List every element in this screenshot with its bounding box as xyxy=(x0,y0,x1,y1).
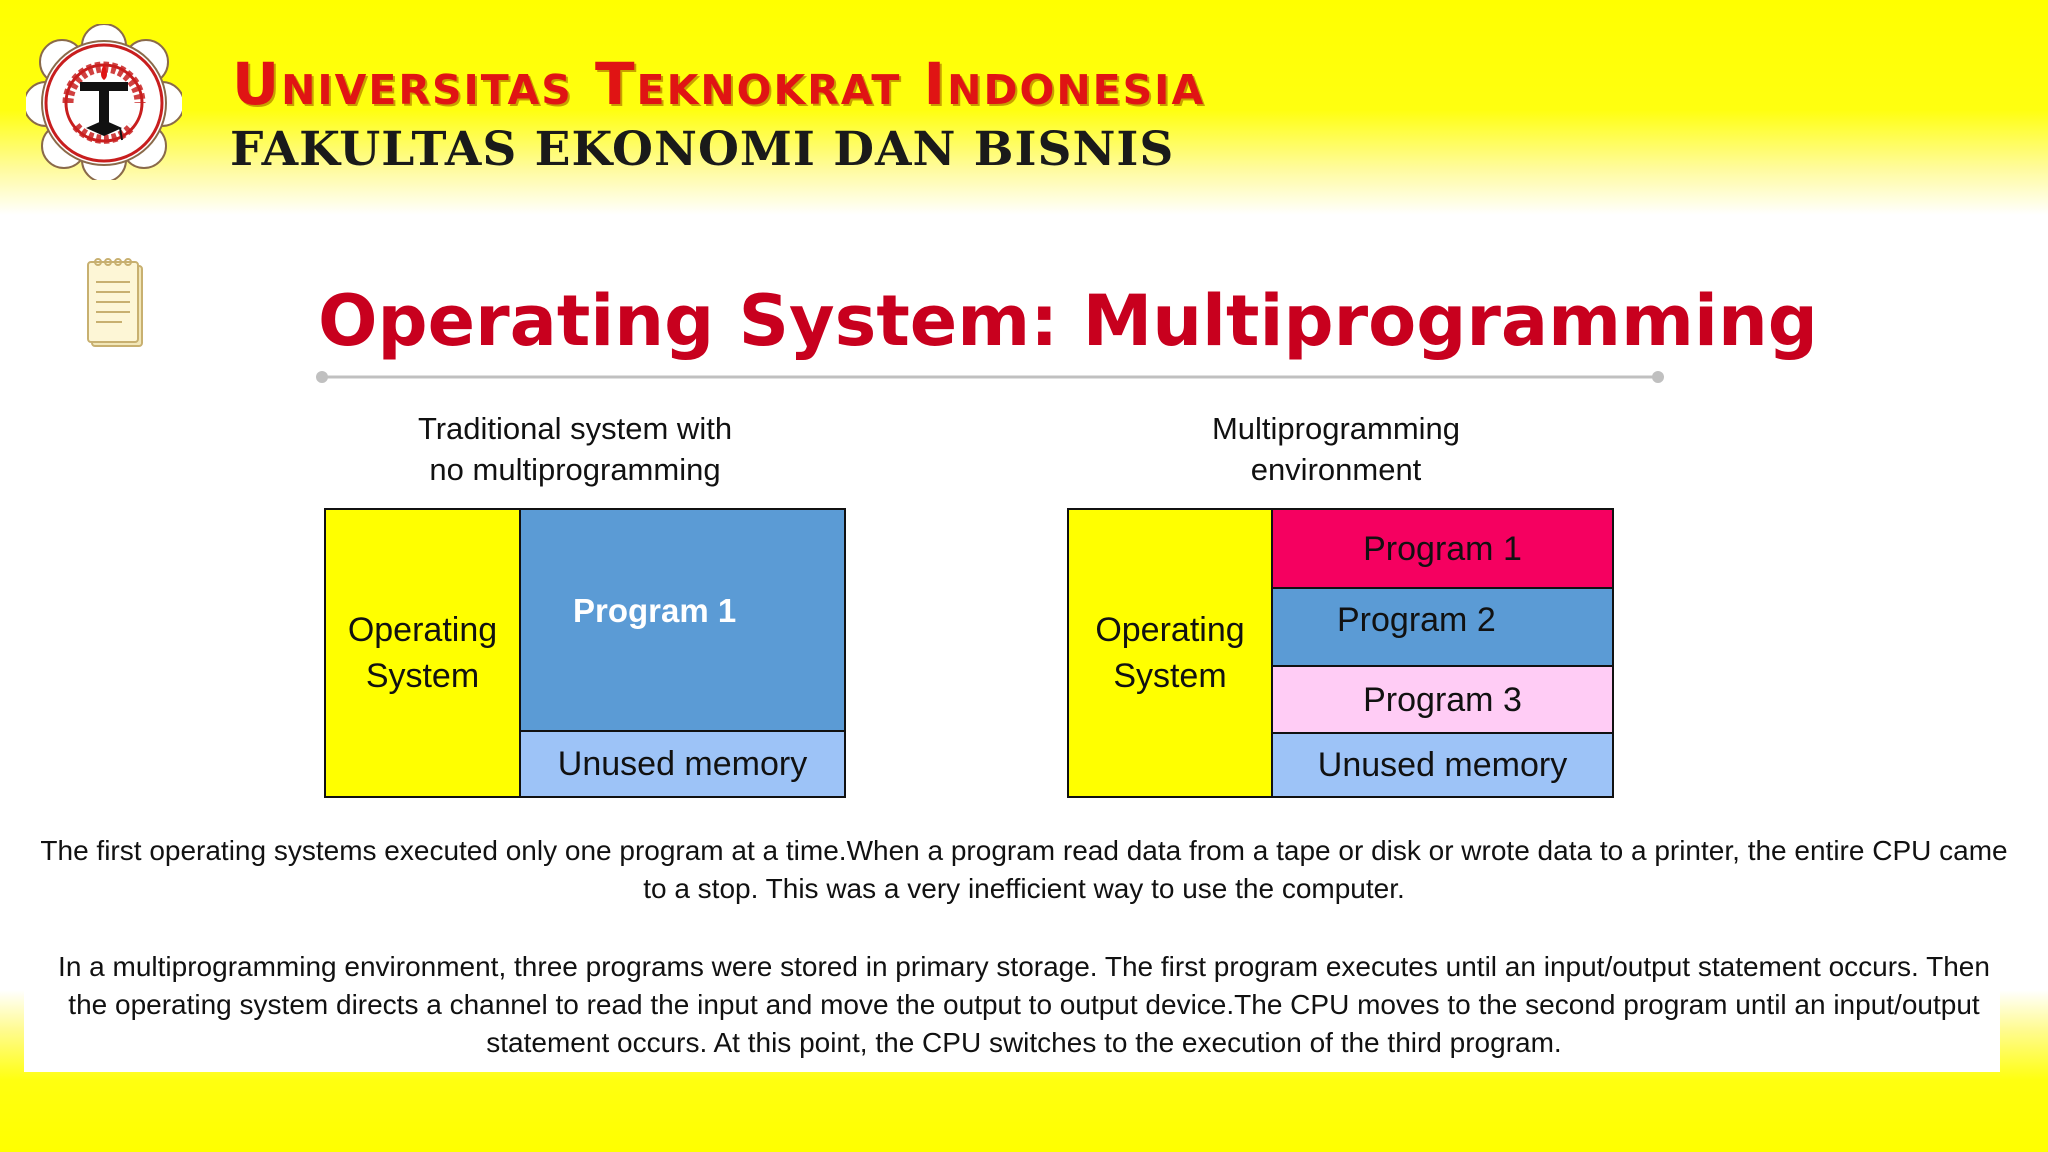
notepad-icon xyxy=(86,254,146,350)
unused-memory-block xyxy=(1273,732,1612,796)
multiprogramming-memory-diagram xyxy=(1067,508,1614,798)
program-3-label: Program 3 xyxy=(1363,680,1522,719)
unused-memory-block xyxy=(521,730,844,796)
paragraph-single-program: The first operating systems executed only one program at a time.When a program read data from a tape or disk or wrote data to a printer, the entire CPU came to a stop. This was a very inefficient way to use the computer. xyxy=(40,835,2008,904)
program-2-label: Program 2 xyxy=(1337,601,1496,639)
title-underline xyxy=(316,370,1664,384)
unused-memory-label: Unused memory xyxy=(557,745,808,783)
program-1-block xyxy=(521,510,844,730)
caption-line: environment xyxy=(1250,452,1422,487)
caption-line: Multiprogramming xyxy=(1211,411,1461,446)
os-label-line: Operating xyxy=(347,611,498,649)
faculty-name: FAKULTAS EKONOMI DAN BISNIS xyxy=(230,122,1175,177)
program-1-label: Program 1 xyxy=(1363,529,1522,568)
os-label-line: Operating xyxy=(1095,611,1245,649)
left-diagram-caption xyxy=(370,408,780,490)
slide-title: Operating System: Multiprogramming xyxy=(318,280,1818,362)
program-3-block xyxy=(1273,665,1612,732)
program-2-block xyxy=(1273,589,1612,665)
university-name: Universitas Teknokrat Indonesia xyxy=(232,50,1206,118)
os-label-line: System xyxy=(1113,657,1227,695)
os-label-line: System xyxy=(365,657,480,695)
unused-memory-label: Unused memory xyxy=(1317,746,1568,784)
caption-line: no multiprogramming xyxy=(429,452,721,487)
paragraph-multiprogramming: In a multiprogramming environment, three programs were stored in primary storage. The first program executes until an input/output statement occurs. Then the operating system directs a channel to read the input and move the output to output device.The CPU moves to the second program until an input/output statement occurs. At this point, the CPU switches to the execution of the third program. xyxy=(58,951,1990,1058)
university-seal-icon xyxy=(26,24,182,180)
right-diagram-caption xyxy=(1156,408,1516,490)
program-1-label: Program 1 xyxy=(573,592,737,629)
traditional-memory-diagram xyxy=(324,508,846,798)
operating-system-block xyxy=(326,510,521,796)
operating-system-block xyxy=(1069,510,1273,796)
caption-line: Traditional system with xyxy=(417,411,733,446)
program-1-block xyxy=(1273,510,1612,589)
